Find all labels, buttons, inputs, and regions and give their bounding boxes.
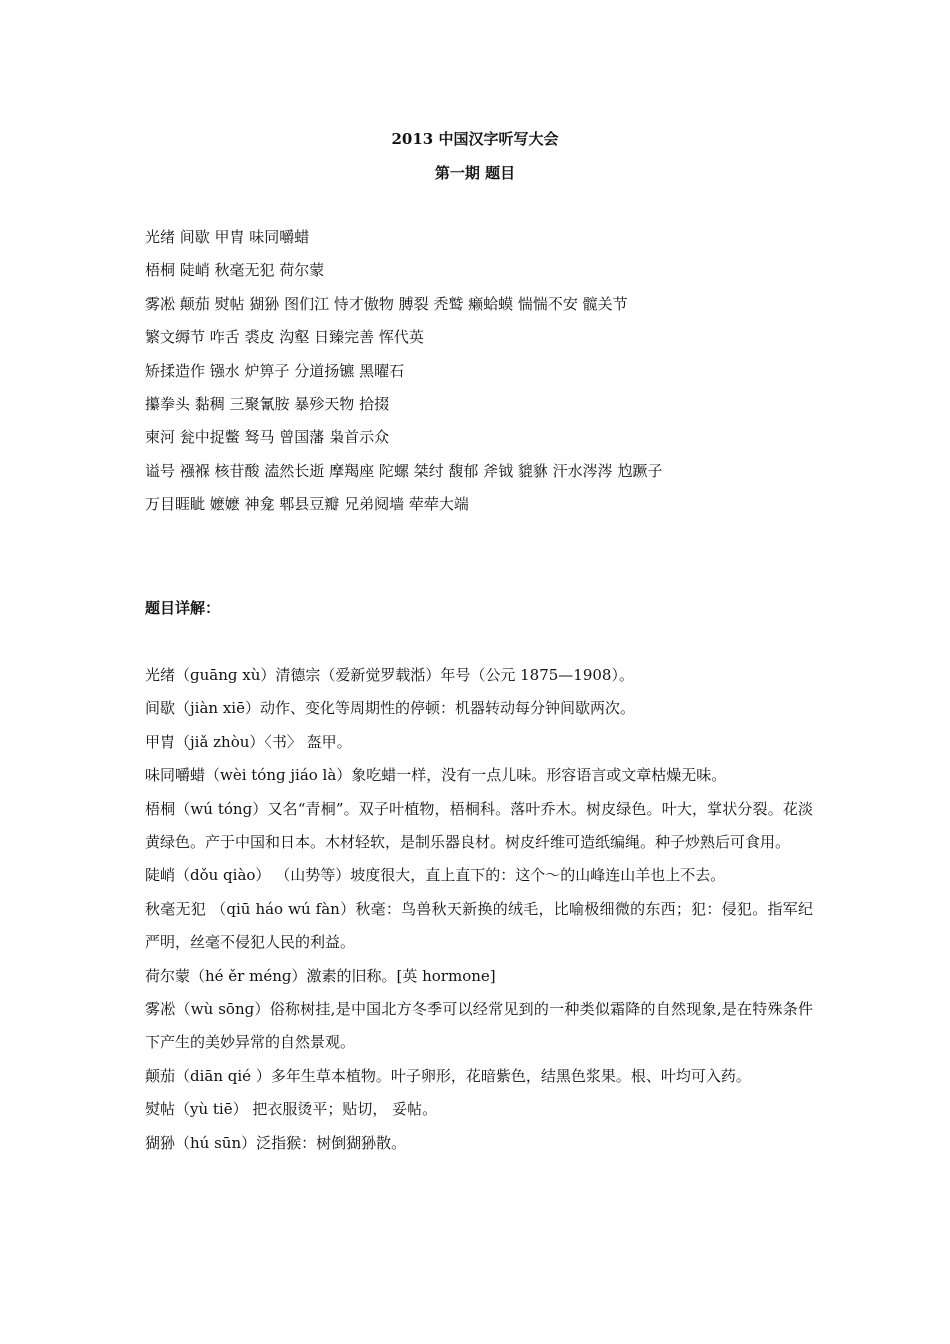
word-line: 梧桐 陡峭 秋毫无犯 荷尔蒙 <box>145 261 325 280</box>
detail-entry: 颠茄（diān qié ）多年生草本植物。叶子卵形，花暗紫色，结黑色浆果。根、叶均可入药。 <box>145 1066 751 1085</box>
detail-entry: 甲胄（jiǎ zhòu）〈书〉 盔甲。 <box>145 732 352 751</box>
detail-entry: 味同嚼蜡（wèi tónɡ jiáo là）象吃蜡一样，没有一点儿味。形容语言或文章枯燥无味。 <box>145 766 727 785</box>
page-subtitle: 第一期 题目 <box>434 164 516 182</box>
detail-entry: 雾凇（wù sōnɡ）俗称树挂,是中国北方冬季可以经常见到的一种类似霜降的自然现象,是在特殊条件下产生的美妙异常的自然景观。 <box>145 1000 813 1052</box>
word-line: 谥号 襁褓 核苷酸 溘然长逝 摩羯座 陀螺 桀纣 馥郁 斧钺 貔貅 汗水涔涔 尥蹶子 <box>145 461 663 480</box>
word-line: 矫揉造作 镪水 炉箅子 分道扬镳 黑曜石 <box>145 361 405 380</box>
detail-entry: 间歇（jiàn xiē）动作、变化等周期性的停顿：机器转动每分钟间歇两次。 <box>145 699 635 718</box>
word-line: 繁文缛节 咋舌 裘皮 沟壑 日臻完善 恽代英 <box>145 328 424 347</box>
word-line: 柬河 瓮中捉鳖 驽马 曾国藩 枭首示众 <box>145 428 390 447</box>
details-list <box>145 659 813 1160</box>
detail-entry: 陡峭（dǒu qiào） （山势等）坡度很大，直上直下的：这个～的山峰连山羊也上不去。 <box>145 866 726 885</box>
page-title: 2013 中国汉字听写大会 <box>391 130 559 148</box>
word-line: 光绪 间歇 甲胄 味同嚼蜡 <box>145 228 310 246</box>
detail-entry: 荷尔蒙（hé ěr ménɡ）激素的旧称。[英 hormone] <box>145 966 496 985</box>
word-line: 攥拳头 黏稠 三聚氰胺 暴殄天物 拾掇 <box>145 394 390 413</box>
word-line: 万目睚眦 嬷嬷 神龛 郫县豆瓣 兄弟阋墙 荦荦大端 <box>145 495 469 514</box>
word-line: 雾凇 颠茄 熨帖 猢狲 图们江 恃才傲物 膊裂 秃鹫 癞蛤蟆 惴惴不安 髋关节 <box>145 294 628 313</box>
detail-entry: 猢狲（hú sūn）泛指猴：树倒猢狲散。 <box>145 1133 407 1152</box>
detail-entry: 光绪（ɡuānɡ xù）清德宗（爱新觉罗载湉）年号（公元 1875—1908）。 <box>145 666 634 684</box>
detail-entry: 秋毫无犯 （qiū háo wú fàn）秋毫：鸟兽秋天新换的绒毛，比喻极细微的东西；犯：侵犯。指军纪严明，丝毫不侵犯人民的利益。 <box>145 899 813 952</box>
word-list <box>145 226 845 527</box>
detail-entry: 梧桐（wú tónɡ）又名“青桐”。双子叶植物，梧桐科。落叶乔木。树皮绿色。叶大，掌状分裂。花淡黄绿色。产于中国和日本。木材轻软，是制乐器良材。树皮纤维可造纸编绳。种子炒熟后可食用。 <box>145 799 813 852</box>
details-heading: 题目详解： <box>145 599 221 617</box>
detail-entry: 熨帖（yù tiē） 把衣服烫平；贴切， 妥帖。 <box>145 1100 438 1119</box>
